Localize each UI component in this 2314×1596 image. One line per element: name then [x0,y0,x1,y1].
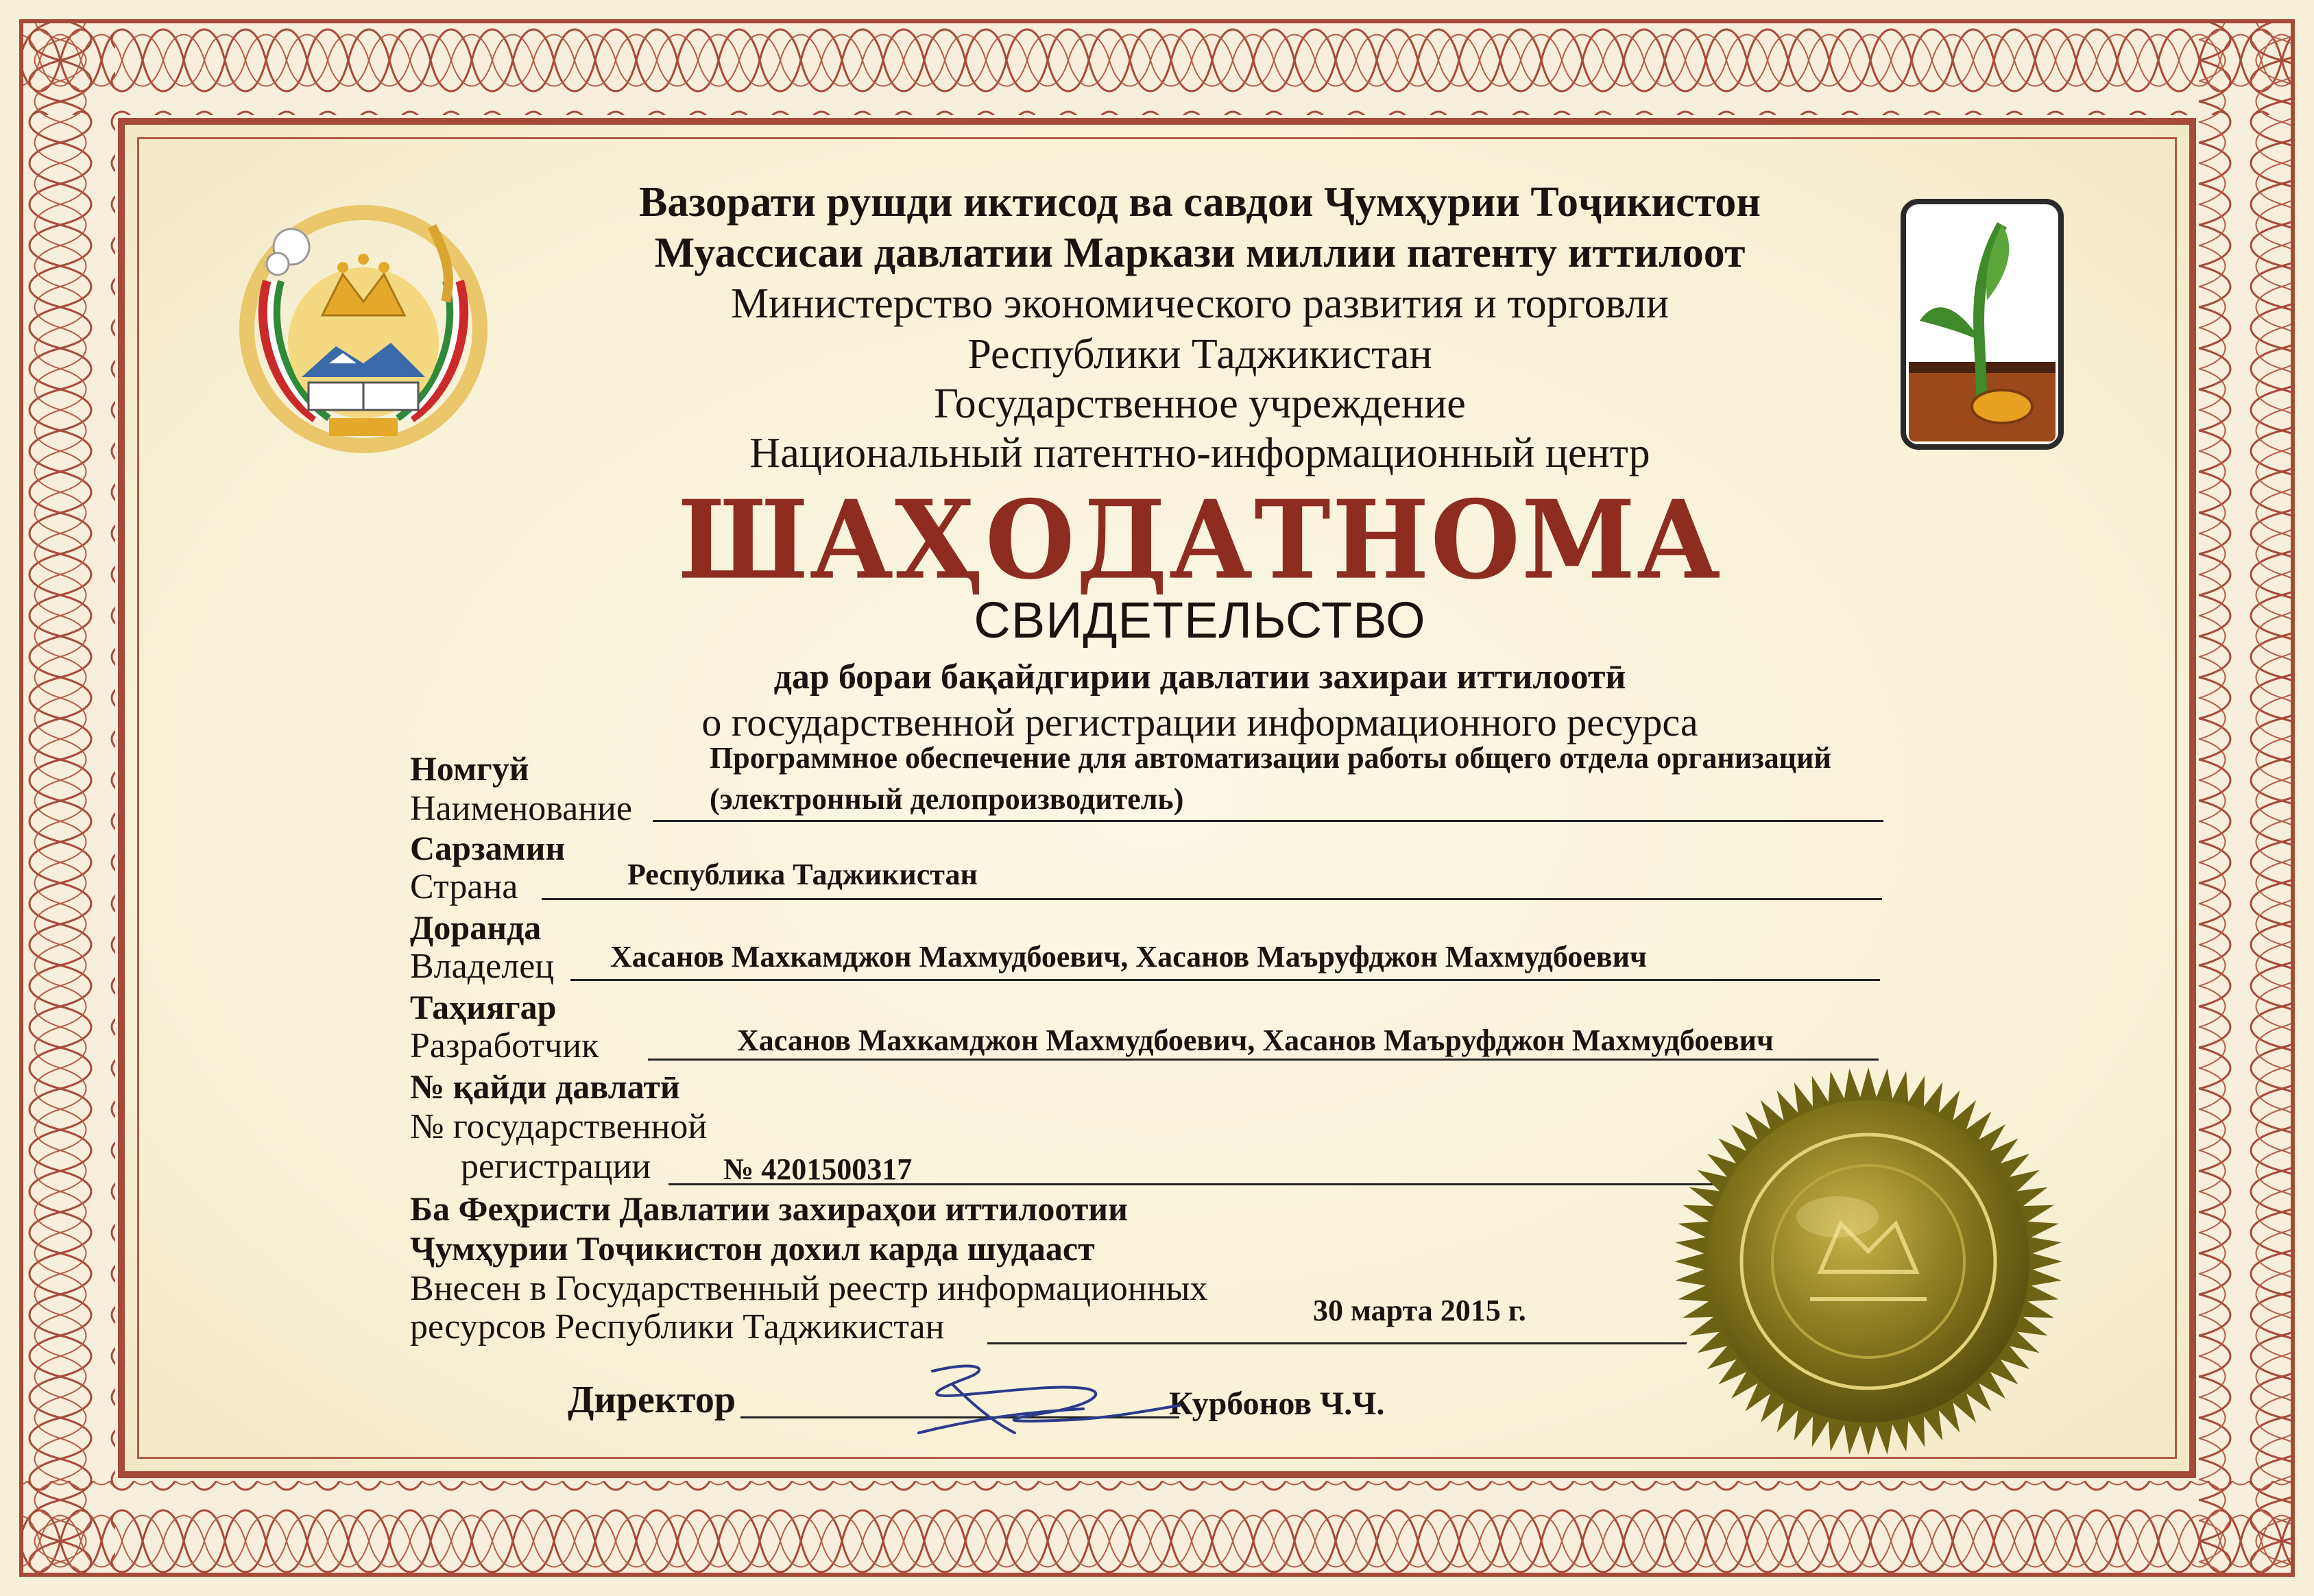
developer-label-ru: Разработчик [410,1026,599,1065]
header-ministry-tj: Вазорати рушди иктисод ва савдои Ҷумҳурии Тоҷикистон [639,179,1761,226]
registration-number: № 4201500317 [723,1152,913,1186]
developer-underline [648,1059,1879,1061]
developer-label-tj: Таҳиягар [410,988,557,1026]
registry-label-ru-1: Внесен в Государственный реестр информационных [410,1269,1208,1308]
header-republic-ru: Республики Таджикистан [967,331,1432,378]
registry-underline [987,1342,1687,1344]
owner-underline [570,979,1880,981]
registration-underline [668,1183,1759,1185]
page-subtitle: СВИДЕТЕЛЬСТВО [974,592,1426,649]
registry-label-tj-2: Ҷумҳурии Тоҷикистон дохил карда шудааст [410,1229,1095,1268]
purpose-tj: дар бораи бақайдгирии давлатии захираи иттилоотӣ [773,657,1626,697]
developer-value: Хасанов Махкамджон Махмудбоевич, Хасанов Маъруфджон Махмудбоевич [737,1024,1774,1057]
country-value: Республика Таджикистан [627,858,978,891]
registry-label-ru-2: ресурсов Республики Таджикистан [410,1307,945,1346]
owner-label-tj: Доранда [410,908,542,947]
handwritten-signature [878,1357,1234,1447]
name-value-line1: Программное обеспечение для автоматизации работы общего отдела организаций [710,741,1831,775]
header-center-ru: Национальный патентно-информационный центр [749,430,1650,476]
header-center-tj: Муассисаи давлатии Маркази миллии патенту иттилоот [654,230,1746,276]
registration-label-ru-1: № государственной [410,1107,708,1146]
name-label-ru: Наименование [410,789,632,828]
director-label: Директор [568,1379,736,1421]
page-title: ШАҲОДАТНОМА [677,476,1722,604]
name-underline [653,820,1883,822]
registry-date: 30 марта 2015 г. [1313,1294,1526,1327]
registry-label-tj-1: Ба Феҳристи Давлатии захираҳои иттилоотии [410,1189,1128,1228]
country-underline [542,898,1882,900]
country-label-ru: Страна [410,867,518,906]
header-ministry-ru: Министерство экономического развития и торговли [730,280,1670,327]
owner-label-ru: Владелец [410,947,555,986]
registration-label-tj: № қайди давлатӣ [410,1067,680,1106]
owner-value: Хасанов Махкамджон Махмудбоевич, Хасанов Маъруфджон Махмудбоевич [610,940,1647,974]
purpose-ru: о государственной регистрации информационного ресурса [701,700,1698,745]
registration-label-ru-2: регистрации [461,1147,651,1186]
patent-center-logo-icon [1899,197,2065,451]
tajikistan-emblem-icon [226,199,501,459]
director-name: Курбонов Ч.Ч. [1169,1386,1385,1422]
name-label-tj: Номгуй [410,749,529,788]
name-value-line2: (электронный делопроизводитель) [710,782,1184,816]
country-label-tj: Сарзамин [410,829,566,867]
header-institution-ru: Государственное учреждение [934,380,1466,427]
gold-seal-icon [1673,1066,2064,1457]
